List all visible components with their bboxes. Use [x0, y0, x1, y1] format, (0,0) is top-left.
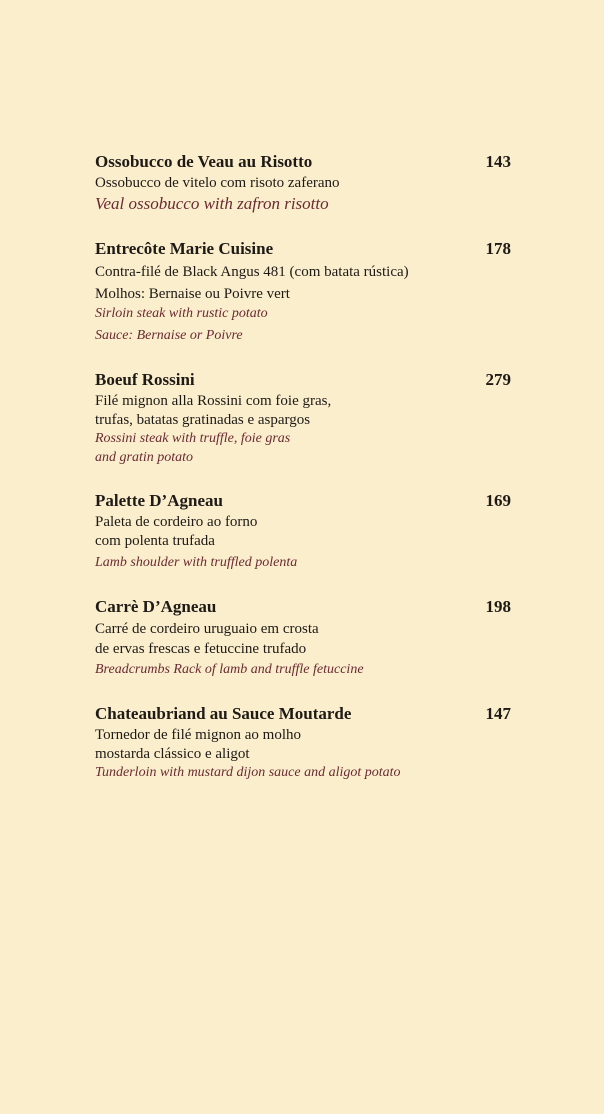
dish-description-english: Rossini steak with truffle, foie gras: [95, 431, 291, 446]
dish-description: Filé mignon alla Rossini com foie gras,: [95, 393, 332, 409]
dish-description: Ossobucco de vitelo com risoto zaferano: [95, 175, 340, 191]
dish-description-english: Tunderloin with mustard dijon sauce and aligot potato: [95, 765, 401, 780]
dish-name: Palette D’Agneau: [95, 491, 223, 510]
dish-description: trufas, batatas gratinadas e aspargos: [95, 412, 311, 428]
dish-name: Ossobucco de Veau au Risotto: [95, 152, 313, 171]
dish-description-english: and gratin potato: [95, 450, 194, 465]
dish-description: mostarda clássico e aligot: [95, 746, 250, 762]
dish-description-english: Veal ossobucco with zafron risotto: [95, 194, 329, 213]
dish-description-english: Breadcrumbs Rack of lamb and truffle fetuccine: [95, 662, 364, 677]
dish-description: Contra-filé de Black Angus 481 (com batata rústica): [95, 264, 409, 280]
dish-description-english: Sauce: Bernaise or Poivre: [95, 328, 243, 343]
dish-price: 147: [485, 704, 511, 723]
dish-name: Boeuf Rossini: [95, 370, 195, 389]
dish-description: Molhos: Bernaise ou Poivre vert: [95, 286, 290, 302]
dish-name: Carrè D’Agneau: [95, 597, 217, 616]
dish-price: 169: [485, 491, 511, 510]
dish-price: 279: [485, 370, 511, 389]
dish-price: 198: [485, 597, 511, 616]
dish-description-english: Sirloin steak with rustic potato: [95, 306, 268, 321]
dish-description: Carré de cordeiro uruguaio em crosta: [95, 621, 319, 637]
dish-name: Entrecôte Marie Cuisine: [95, 239, 274, 258]
dish-description: com polenta trufada: [95, 533, 215, 549]
dish-price: 178: [485, 239, 511, 258]
dish-description: Paleta de cordeiro ao forno: [95, 514, 258, 530]
dish-description-english: Lamb shoulder with truffled polenta: [95, 555, 298, 570]
dish-description: Tornedor de filé mignon ao molho: [95, 727, 301, 743]
dish-name: Chateaubriand au Sauce Moutarde: [95, 704, 352, 723]
dish-price: 143: [485, 152, 511, 171]
dish-description: de ervas frescas e fetuccine trufado: [95, 641, 307, 657]
